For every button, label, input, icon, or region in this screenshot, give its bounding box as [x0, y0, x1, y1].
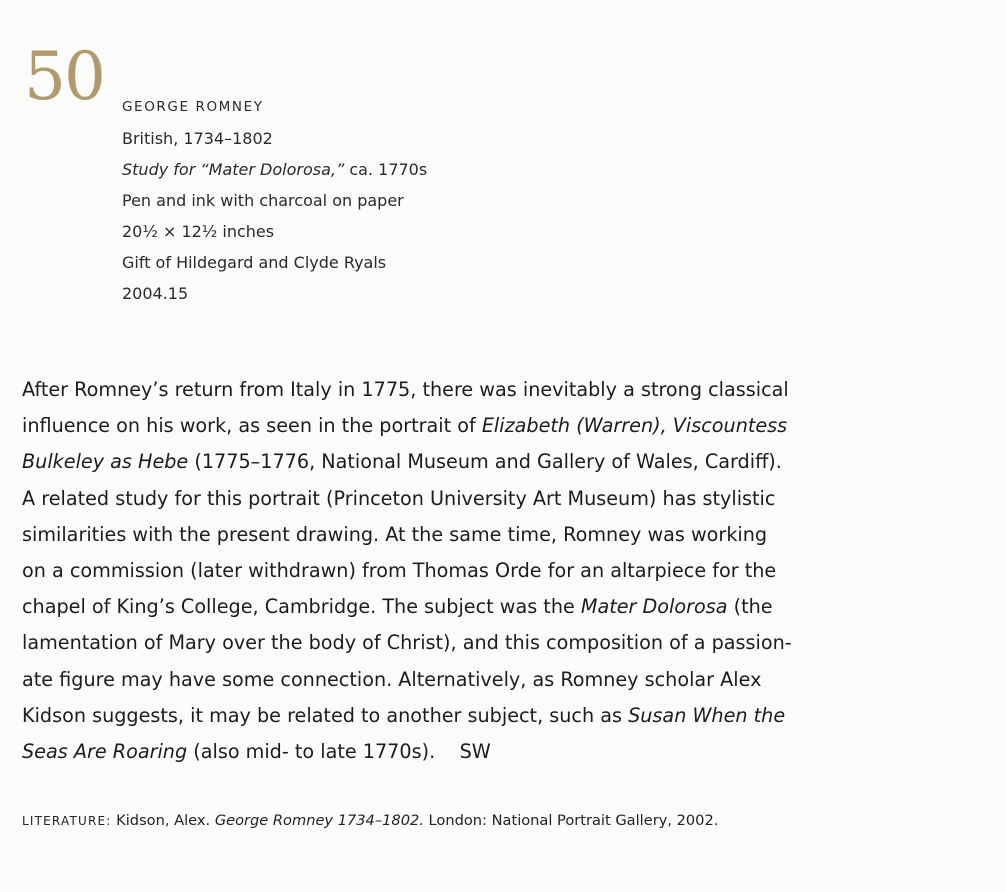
dimensions: 20½ × 12½ inches — [122, 222, 275, 241]
essay-italic-text: Mater Dolorosa — [580, 595, 728, 619]
essay-line — [22, 408, 792, 444]
essay-line — [22, 372, 792, 408]
essay-text-segment: on a commission (later withdrawn) from Thomas Orde for an altarpiece for the — [22, 559, 777, 583]
credit-line: Gift of Hildegard and Clyde Ryals — [122, 253, 387, 272]
essay-text-segment: lamentation of Mary over the body of Christ), and this composition of a passion- — [22, 631, 792, 655]
essay-line — [22, 444, 792, 480]
essay-italic-text: Bulkeley as Hebe — [22, 450, 189, 474]
essay-text-segment: chapel of King’s College, Cambridge. The subject was the — [22, 595, 581, 619]
essay-line — [22, 662, 792, 698]
essay-text-segment: ate figure may have some connection. Alternatively, as Romney scholar Alex — [22, 667, 762, 691]
accession-number: 2004.15 — [122, 284, 189, 303]
essay-text-segment: A related study for this portrait (Princeton University Art Museum) has stylistic — [22, 486, 776, 510]
essay-text-segment: (the — [727, 595, 773, 619]
entry-number: 50 — [24, 38, 104, 115]
essay-line — [22, 517, 792, 553]
essay-italic-text: Seas Are Roaring — [22, 740, 188, 764]
essay-line — [22, 625, 792, 661]
artwork-title: Study for “Mater Dolorosa,” — [122, 160, 345, 179]
essay-line — [22, 698, 792, 734]
essay-italic-text: Elizabeth (Warren), Viscountess — [481, 414, 788, 438]
essay-text — [22, 372, 792, 770]
medium: Pen and ink with charcoal on paper — [122, 191, 404, 210]
essay-line — [22, 481, 792, 517]
essay-italic-text: Susan When the — [628, 703, 786, 727]
essay-text-segment: (1775–1776, National Museum and Gallery of Wales, Cardiff). — [188, 450, 782, 474]
nationality-dates: British, 1734–1802 — [122, 129, 273, 148]
literature-publisher: London: National Portrait Gallery, 2002. — [423, 812, 719, 829]
catalog-info — [122, 92, 427, 309]
essay-text-segment: (also mid- to late 1770s). SW — [187, 740, 491, 764]
artwork-title-line — [122, 154, 427, 185]
literature-author: Kidson, Alex. — [111, 812, 215, 829]
essay-line — [22, 589, 792, 625]
literature-title: George Romney 1734–1802. — [214, 812, 424, 829]
essay-text-segment: similarities with the present drawing. At the same time, Romney was working — [22, 522, 768, 546]
literature-citation — [22, 812, 718, 829]
artist-name: GEORGE ROMNEY — [122, 99, 264, 115]
essay-text-segment: influence on his work, as seen in the portrait of — [22, 414, 482, 438]
literature-label: LITERATURE: — [22, 814, 112, 828]
essay-line — [22, 553, 792, 589]
essay-line — [22, 734, 792, 770]
artwork-date: ca. 1770s — [344, 160, 428, 179]
essay-text-segment: Kidson suggests, it may be related to another subject, such as — [22, 703, 629, 727]
essay-text-segment: After Romney’s return from Italy in 1775, there was inevitably a strong classical — [22, 378, 789, 401]
